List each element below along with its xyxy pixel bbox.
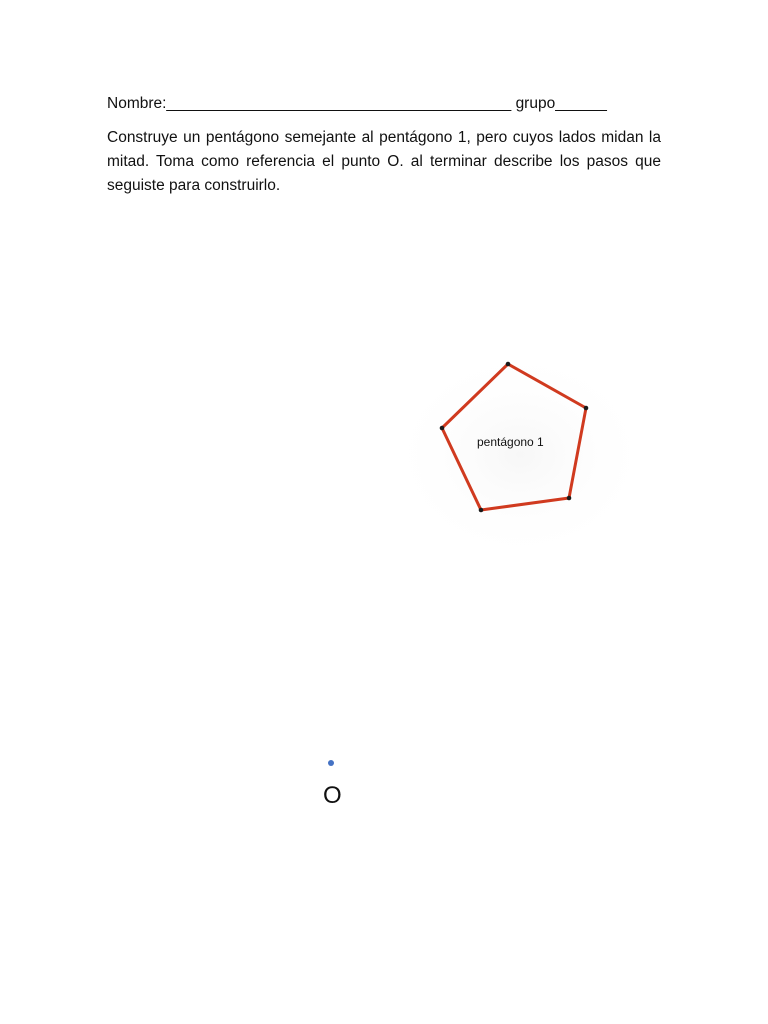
- pentagon-figure: [380, 340, 660, 570]
- instructions-paragraph: Construye un pentágono semejante al pentágono 1, pero cuyos lados midan la mitad. Toma como referencia el punto O. al terminar describe los pasos que seguiste para construirlo.: [107, 129, 661, 194]
- grupo-field-label: grupo______: [515, 95, 607, 112]
- figure-shadow: [385, 345, 655, 565]
- pentagon-vertex: [506, 362, 511, 367]
- pentagon-label: pentágono 1: [477, 435, 544, 449]
- pentagon-vertex: [584, 406, 589, 411]
- pentagon-svg: [380, 340, 660, 570]
- header-line: [107, 93, 667, 115]
- reference-point-o-label: O: [323, 782, 342, 809]
- pentagon-vertex: [567, 496, 572, 501]
- nombre-field-label: Nombre:________________________________________: [107, 95, 512, 112]
- reference-point-o-dot: [328, 760, 334, 766]
- pentagon-vertex: [440, 426, 445, 431]
- pentagon-vertex: [479, 508, 484, 513]
